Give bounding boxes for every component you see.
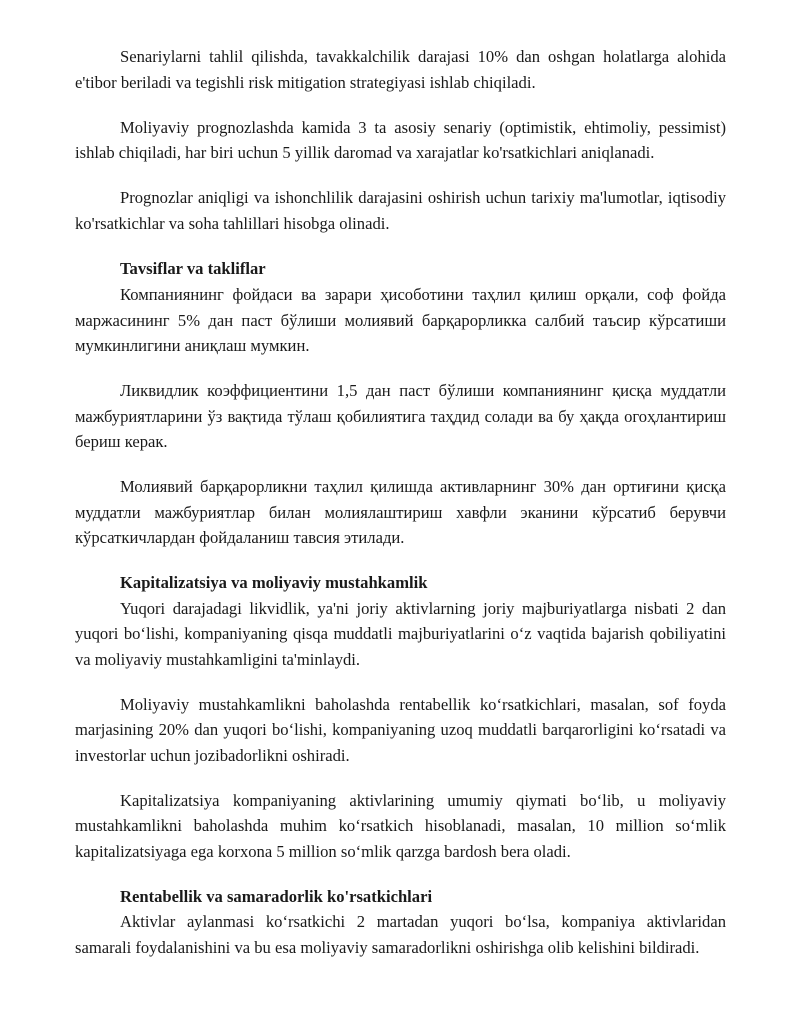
document-page — [75, 44, 726, 980]
paragraph-capitalization: Kapitalizatsiya kompaniyaning aktivlarining umumiy qiymati boʻlib, u moliyaviy mustahkamlikni baholashda muhim koʻrsatkich hisoblanadi, masalan, 10 million soʻmlik kapitalizatsiyaga ega korxona 5 million soʻmlik qarzga bardosh bera oladi. — [75, 790, 726, 861]
paragraph-profitability-indicators: Moliyaviy mustahkamlikni baholashda rentabellik koʻrsatkichlari, masalan, sof foyda marjasining 20% dan yuqori boʻlishi, kompaniyaning uzoq muddatli barqarorligini koʻrsatadi va investorlar uchun jozibadorlikni oshiradi. — [75, 694, 726, 765]
paragraph-scenario-risk: Senariylarni tahlil qilishda, tavakkalchilik darajasi 10% dan oshgan holatlarga alohida e'tibor beriladi va tegishli risk mitigation strategiyasi ishlab chiqiladi. — [75, 47, 726, 92]
paragraph-high-liquidity: Yuqori darajadagi likvidlik, ya'ni joriy aktivlarning joriy majburiyatlarga nisbati 2 dan yuqori boʻlishi, kompaniyaning qisqa muddatli majburiyatlarini oʻz vaqtida bajarish qobiliyatini va moliyaviy mustahkamligini ta'minlaydi. — [75, 598, 726, 669]
paragraph-forecast-scenarios: Moliyaviy prognozlashda kamida 3 ta asosiy senariy (optimistik, ehtimoliy, pessimist) ishlab chiqiladi, har biri uchun 5 yillik daromad va xarajatlar ko'rsatkichlari aniqlanadi. — [75, 117, 726, 162]
section-heading-recommendations: Tavsiflar va takliflar — [120, 258, 266, 278]
paragraph-financial-stability: Молиявий барқарорликни таҳлил қилишда активларнинг 30% дан ортиғини қисқа муддатли мажбуриятлар билан молиялаштириш хавфли эканини кўрсатиб берувчи кўрсаткичлардан фойдаланиш тавсия этилади. — [75, 477, 726, 547]
section-heading-profitability: Rentabellik va samaradorlik ko'rsatkichlari — [120, 886, 433, 906]
paragraph-forecast-accuracy: Prognozlar aniqligi va ishonchlilik darajasini oshirish uchun tarixiy ma'lumotlar, iqtisodiy ko'rsatkichlar va soha tahlillari hisobga olinadi. — [75, 188, 726, 233]
section-heading-capitalization: Kapitalizatsiya va moliyaviy mustahkamlik — [120, 573, 428, 592]
paragraph-asset-turnover: Aktivlar aylanmasi koʻrsatkichi 2 martadan yuqori boʻlsa, kompaniya aktivlaridan samarali foydalanishini va bu esa moliyaviy samaradorlikni oshirishga olib kelishini bildiradi. — [75, 912, 726, 957]
paragraph-liquidity-ratio: Ликвидлик коэффициентини 1,5 дан паст бўлиши компаниянинг қисқа муддатли мажбуриятларини ўз вақтида тўлаш қобилиятига таҳдид солади ва бу ҳақда огоҳлантириш бериш керак. — [75, 381, 726, 451]
paragraph-net-profit-margin: Компаниянинг фойдаси ва зарари ҳисоботини таҳлил қилиш орқали, соф фойда маржасининг 5% дан паст бўлиши молиявий барқарорликка салбий таъсир кўрсатиши мумкинлигини аниқлаш мумкин. — [75, 285, 726, 355]
